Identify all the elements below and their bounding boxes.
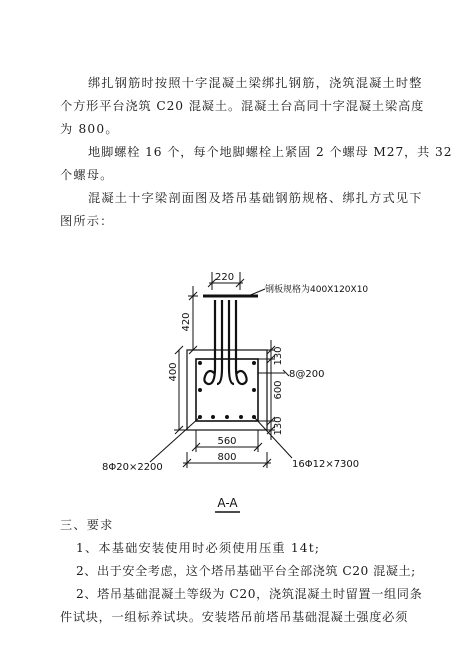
anchor-bolt-left (204, 300, 215, 384)
paragraph-line-6: 混凝土十字梁剖面图及塔吊基础钢筋规格、绑扎方式见下 (88, 191, 423, 205)
requirement-item-4: 件试块，一组标养试块。安装塔吊前塔吊基础混凝土强度必须 (60, 610, 408, 624)
dim-left-400: 400 (168, 362, 179, 382)
dim-left-420: 420 (181, 312, 192, 332)
requirement-item-1: 1、本基础安装使用时必须使用压重 14t; (76, 541, 321, 555)
label-bar-right: 16Φ12×7300 (292, 459, 360, 470)
dim-right-600: 600 (273, 380, 284, 400)
dim-bottom-560: 560 (217, 436, 237, 447)
dim-bottom-800: 800 (217, 452, 237, 463)
rebar-cage (196, 359, 258, 421)
paragraph-line-2: 个方形平台浇筑 C20 混凝土。混凝土台高同十字混凝土梁高度 (60, 99, 425, 113)
label-plate: 钢板规格为400X120X10 (265, 285, 369, 295)
anchor-bolt-right (236, 300, 247, 384)
dim-right-130-bottom: 130 (273, 416, 284, 436)
paragraph-line-3: 为 800。 (60, 122, 119, 136)
rebar-dots (198, 361, 256, 419)
paragraph-line-4: 地脚螺栓 16 个，每个地脚螺栓上紧固 2 个螺母 M27，共 32 (88, 145, 453, 159)
label-bar-left: 8Φ20×2200 (102, 462, 163, 473)
anchor-bolt-right-2 (229, 300, 234, 384)
dim-top-220: 220 (215, 272, 235, 283)
section-title: A-A (217, 496, 238, 510)
requirement-item-2: 2、出于安全考虑，这个塔吊基础平台全部浇筑 C20 混凝土; (76, 564, 416, 578)
requirement-item-3: 2、塔吊基础混凝土等级为 C20，浇筑混凝土时留置一组同条 (76, 587, 423, 601)
label-stirrup: 8@200 (289, 369, 325, 380)
paragraph-line-1: 绑扎钢筋时按照十字混凝土梁绑扎钢筋，浇筑混凝土时整 (88, 76, 423, 90)
dim-right-130-top: 130 (273, 346, 284, 366)
paragraph-line-5: 个螺母。 (60, 168, 114, 182)
requirements-heading: 三、要求 (60, 518, 114, 532)
anchor-bolt-left-2 (217, 300, 222, 384)
paragraph-line-7: 图所示： (60, 214, 114, 228)
